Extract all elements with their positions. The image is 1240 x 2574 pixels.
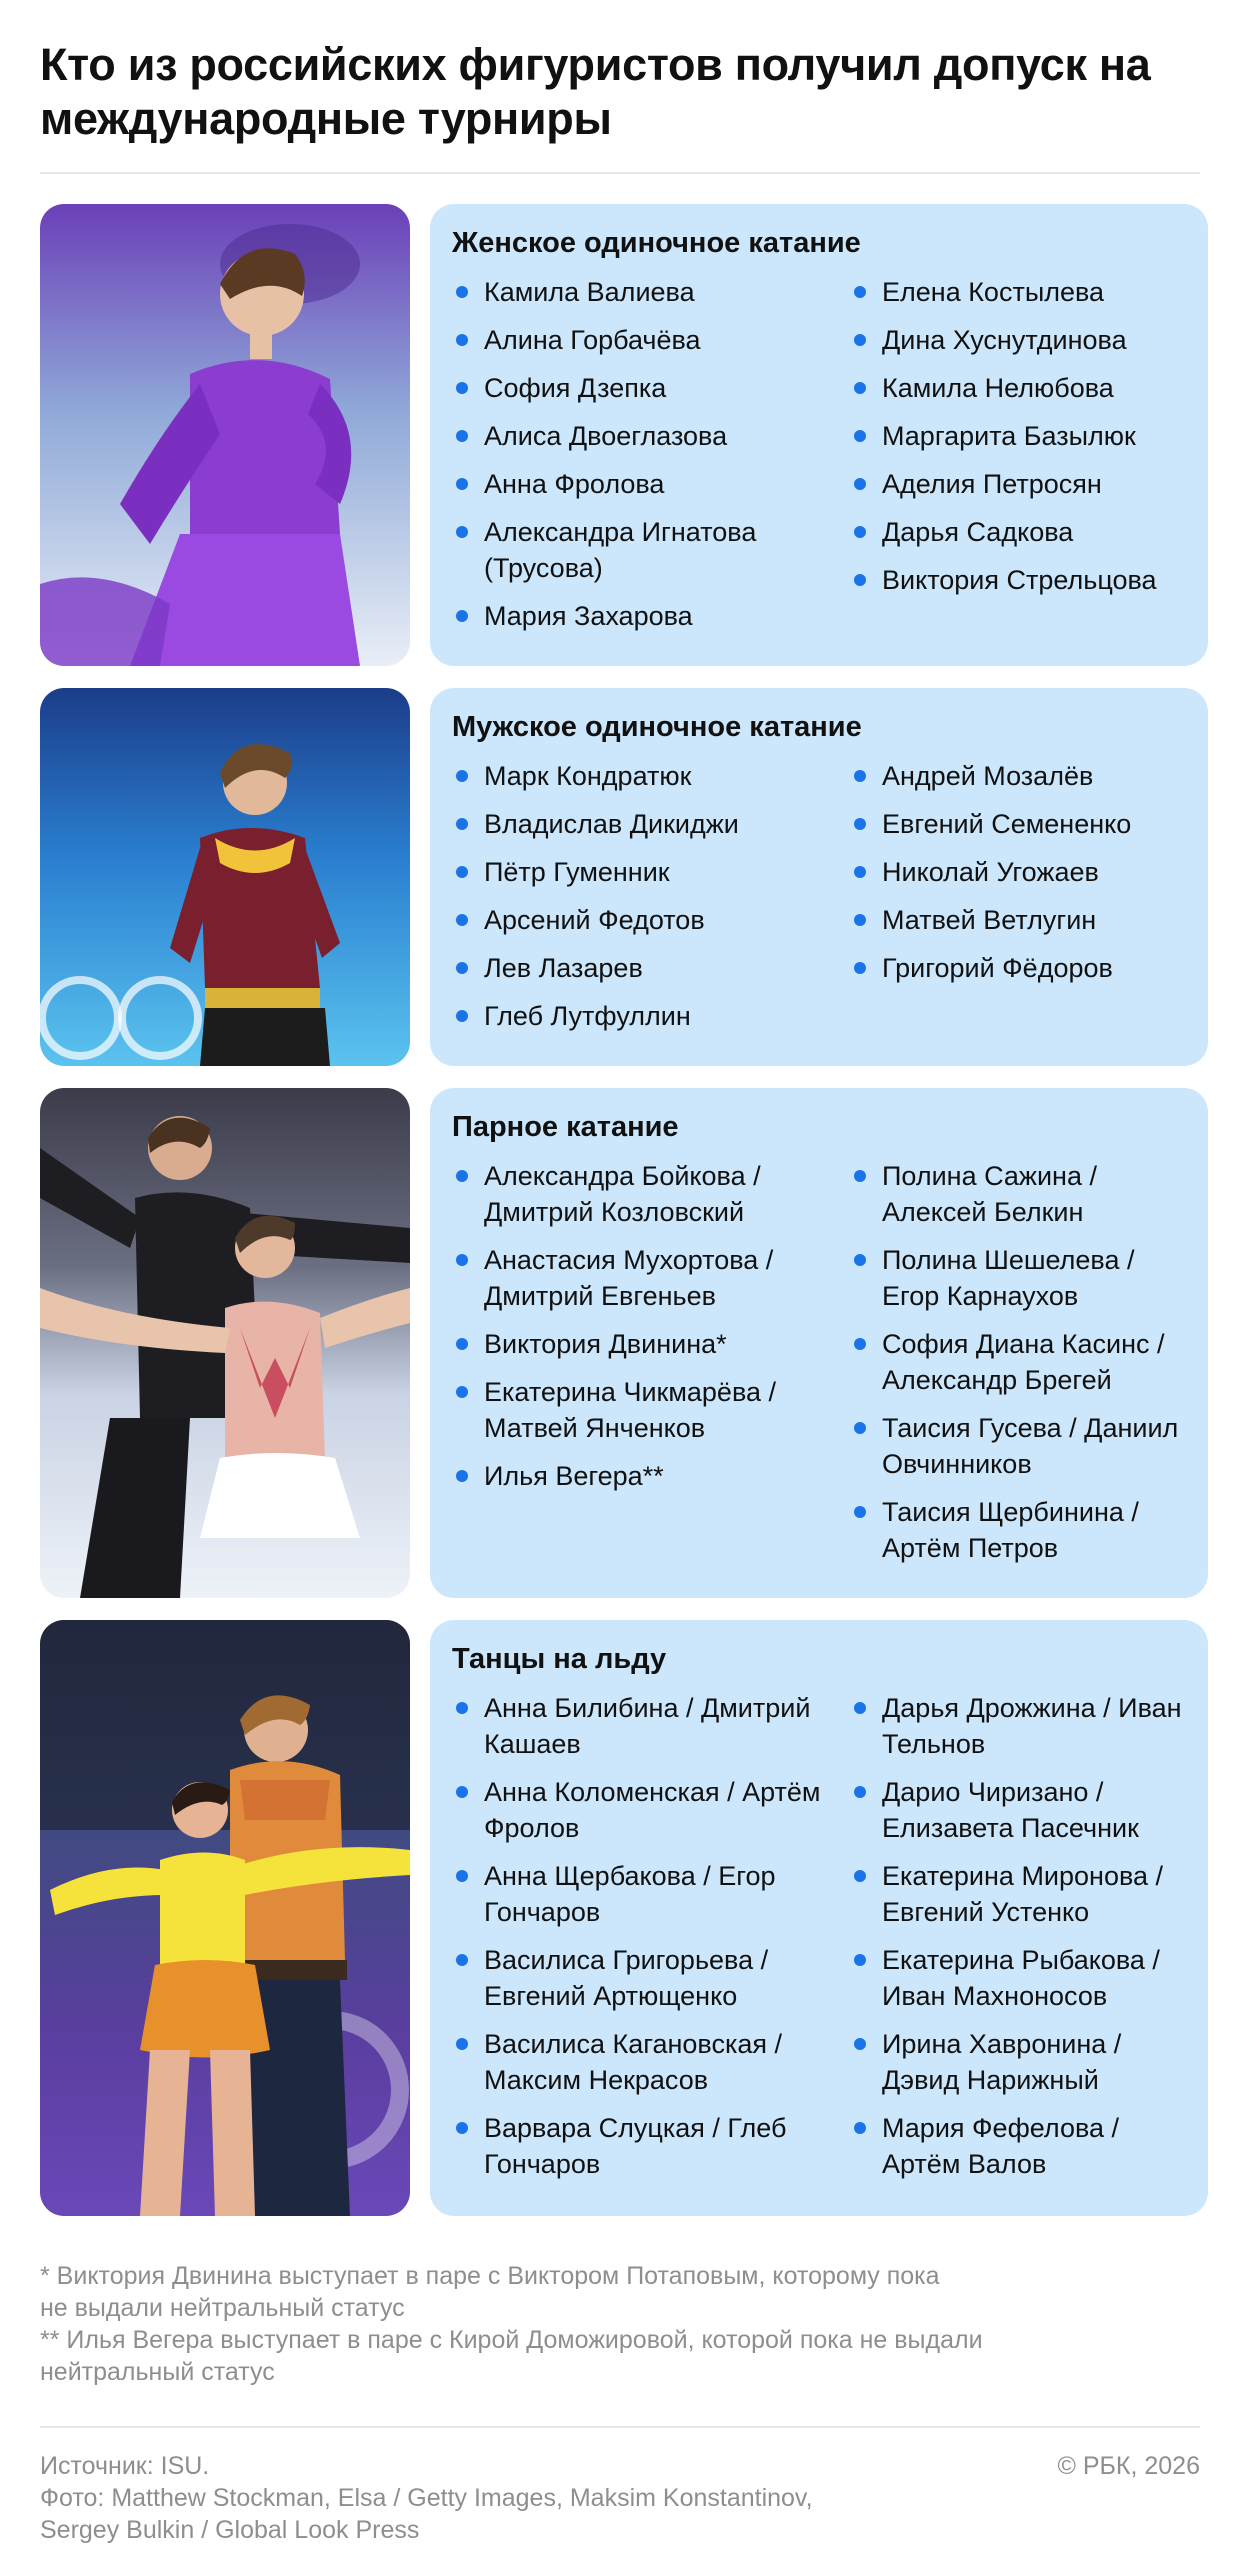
bullet-icon: [456, 1470, 468, 1482]
bullet-icon: [456, 1954, 468, 1966]
copyright: © РБК, 2026: [1057, 2452, 1200, 2480]
list-item: София Диана Касинс / Александр Брегей: [850, 1326, 1186, 1398]
footnotes: [40, 2260, 1200, 2388]
bullet-icon: [854, 382, 866, 394]
footer-divider: [40, 2426, 1200, 2428]
bullet-icon: [456, 1254, 468, 1266]
bullet-icon: [456, 962, 468, 974]
list-item: Виктория Стрельцова: [850, 562, 1186, 598]
section-title: Мужское одиночное катание: [452, 711, 862, 743]
bullet-icon: [854, 770, 866, 782]
bullet-icon: [456, 610, 468, 622]
list-item: Камила Нелюбова: [850, 370, 1186, 406]
section-card-men: [430, 688, 1208, 1066]
bullet-icon: [854, 962, 866, 974]
list-item: Анна Фролова: [452, 466, 850, 502]
list-item: Николай Угожаев: [850, 854, 1186, 890]
list-item: Анастасия Мухортова / Дмитрий Евгеньев: [452, 1242, 850, 1314]
list-item: Ирина Хавронина / Дэвид Нарижный: [850, 2026, 1186, 2098]
athlete-list-right: [850, 274, 1186, 646]
section-title: Парное катание: [452, 1111, 679, 1143]
bullet-icon: [456, 478, 468, 490]
footnote: ** Илья Вегера выступает в паре с Кирой Доможировой, которой пока не выдали нейтральный статус: [40, 2326, 983, 2386]
list-item: Анна Щербакова / Егор Гончаров: [452, 1858, 850, 1930]
list-item: Евгений Семененко: [850, 806, 1186, 842]
athlete-list-left: [452, 1158, 850, 1578]
page-title: Кто из российских фигуристов получил допуск на международные турниры: [40, 39, 1151, 144]
list-item: Елена Костылева: [850, 274, 1186, 310]
bullet-icon: [456, 2038, 468, 2050]
list-item: Екатерина Чикмарёва / Матвей Янченков: [452, 1374, 850, 1446]
bullet-icon: [456, 818, 468, 830]
bullet-icon: [854, 1506, 866, 1518]
bullet-icon: [854, 478, 866, 490]
list-item: Андрей Мозалёв: [850, 758, 1186, 794]
list-item: Полина Сажина / Алексей Белкин: [850, 1158, 1186, 1230]
source-credits: Источник: ISU. Фото: Matthew Stockman, Elsa / Getty Images, Maksim Konstantinov, Sergey Bulkin / Global Look Press: [40, 2452, 813, 2544]
bullet-icon: [854, 1338, 866, 1350]
section-title: Женское одиночное катание: [452, 227, 861, 259]
bullet-icon: [854, 526, 866, 538]
list-item: Лев Лазарев: [452, 950, 850, 986]
bullet-icon: [456, 1170, 468, 1182]
ice-dance-photo: [40, 1620, 410, 2216]
athlete-list-right: [850, 1690, 1186, 2194]
athlete-list-left: [452, 758, 850, 1046]
bullet-icon: [854, 2038, 866, 2050]
list-item: Екатерина Рыбакова / Иван Махноносов: [850, 1942, 1186, 2014]
list-item: Полина Шешелева / Егор Карнаухов: [850, 1242, 1186, 1314]
list-item: Матвей Ветлугин: [850, 902, 1186, 938]
list-item: Маргарита Базылюк: [850, 418, 1186, 454]
list-item: Таисия Гусева / Даниил Овчинников: [850, 1410, 1186, 1482]
bullet-icon: [456, 1702, 468, 1714]
bullet-icon: [854, 914, 866, 926]
list-item: Камила Валиева: [452, 274, 850, 310]
list-item: Пётр Гуменник: [452, 854, 850, 890]
list-item: Дарио Чиризано / Елизавета Пасечник: [850, 1774, 1186, 1846]
athlete-list-left: [452, 274, 850, 646]
bullet-icon: [854, 1870, 866, 1882]
list-item: Таисия Щербинина / Артём Петров: [850, 1494, 1186, 1566]
bullet-icon: [854, 2122, 866, 2134]
bullet-icon: [854, 866, 866, 878]
bullet-icon: [456, 770, 468, 782]
pair-skaters-photo: [40, 1088, 410, 1598]
bullet-icon: [854, 334, 866, 346]
bullet-icon: [456, 866, 468, 878]
list-item: Александра Бойкова / Дмитрий Козловский: [452, 1158, 850, 1230]
bullet-icon: [854, 430, 866, 442]
bullet-icon: [854, 1954, 866, 1966]
section-card-pairs: [430, 1088, 1208, 1598]
list-item: Василиса Кагановская / Максим Некрасов: [452, 2026, 850, 2098]
list-item: Екатерина Миронова / Евгений Устенко: [850, 1858, 1186, 1930]
athlete-list-right: [850, 1158, 1186, 1578]
list-item: Алиса Двоеглазова: [452, 418, 850, 454]
list-item: Виктория Двинина*: [452, 1326, 850, 1362]
bullet-icon: [854, 286, 866, 298]
bullet-icon: [854, 1702, 866, 1714]
footer: [40, 2450, 1200, 2546]
list-item: Глеб Лутфуллин: [452, 998, 850, 1034]
list-item: Дарья Садкова: [850, 514, 1186, 550]
title-divider: [40, 172, 1200, 174]
bullet-icon: [456, 1386, 468, 1398]
skater-man-photo: [40, 688, 410, 1066]
skater-woman-photo: [40, 204, 410, 666]
bullet-icon: [456, 1338, 468, 1350]
list-item: Мария Захарова: [452, 598, 850, 634]
list-item: Арсений Федотов: [452, 902, 850, 938]
bullet-icon: [456, 1870, 468, 1882]
list-item: Анна Коломенская / Артём Фролов: [452, 1774, 850, 1846]
bullet-icon: [456, 914, 468, 926]
list-item: Анна Билибина / Дмитрий Кашаев: [452, 1690, 850, 1762]
bullet-icon: [854, 574, 866, 586]
bullet-icon: [456, 286, 468, 298]
list-item: Марк Кондратюк: [452, 758, 850, 794]
bullet-icon: [854, 818, 866, 830]
bullet-icon: [456, 2122, 468, 2134]
athlete-list-left: [452, 1690, 850, 2194]
athlete-list-right: [850, 758, 1186, 1046]
bullet-icon: [854, 1170, 866, 1182]
section-card-women: [430, 204, 1208, 666]
list-item: Варвара Слуцкая / Глеб Гончаров: [452, 2110, 850, 2182]
bullet-icon: [456, 1010, 468, 1022]
list-item: Мария Фефелова / Артём Валов: [850, 2110, 1186, 2182]
list-item: Аделия Петросян: [850, 466, 1186, 502]
section-title: Танцы на льду: [452, 1643, 667, 1675]
list-item: Дарья Дрожжина / Иван Тельнов: [850, 1690, 1186, 1762]
list-item: Василиса Григорьева / Евгений Артющенко: [452, 1942, 850, 2014]
footnote: * Виктория Двинина выступает в паре с Виктором Потаповым, которому пока не выдали нейтральный статус: [40, 2262, 940, 2322]
bullet-icon: [456, 1786, 468, 1798]
bullet-icon: [854, 1254, 866, 1266]
list-item: Владислав Дикиджи: [452, 806, 850, 842]
list-item: Алина Горбачёва: [452, 322, 850, 358]
bullet-icon: [854, 1422, 866, 1434]
list-item: Илья Вегера**: [452, 1458, 850, 1494]
bullet-icon: [854, 1786, 866, 1798]
list-item: Дина Хуснутдинова: [850, 322, 1186, 358]
bullet-icon: [456, 334, 468, 346]
list-item: Григорий Фёдоров: [850, 950, 1186, 986]
section-card-ice-dance: [430, 1620, 1208, 2216]
list-item: София Дзепка: [452, 370, 850, 406]
bullet-icon: [456, 382, 468, 394]
list-item: Александра Игнатова (Трусова): [452, 514, 850, 586]
bullet-icon: [456, 526, 468, 538]
bullet-icon: [456, 430, 468, 442]
